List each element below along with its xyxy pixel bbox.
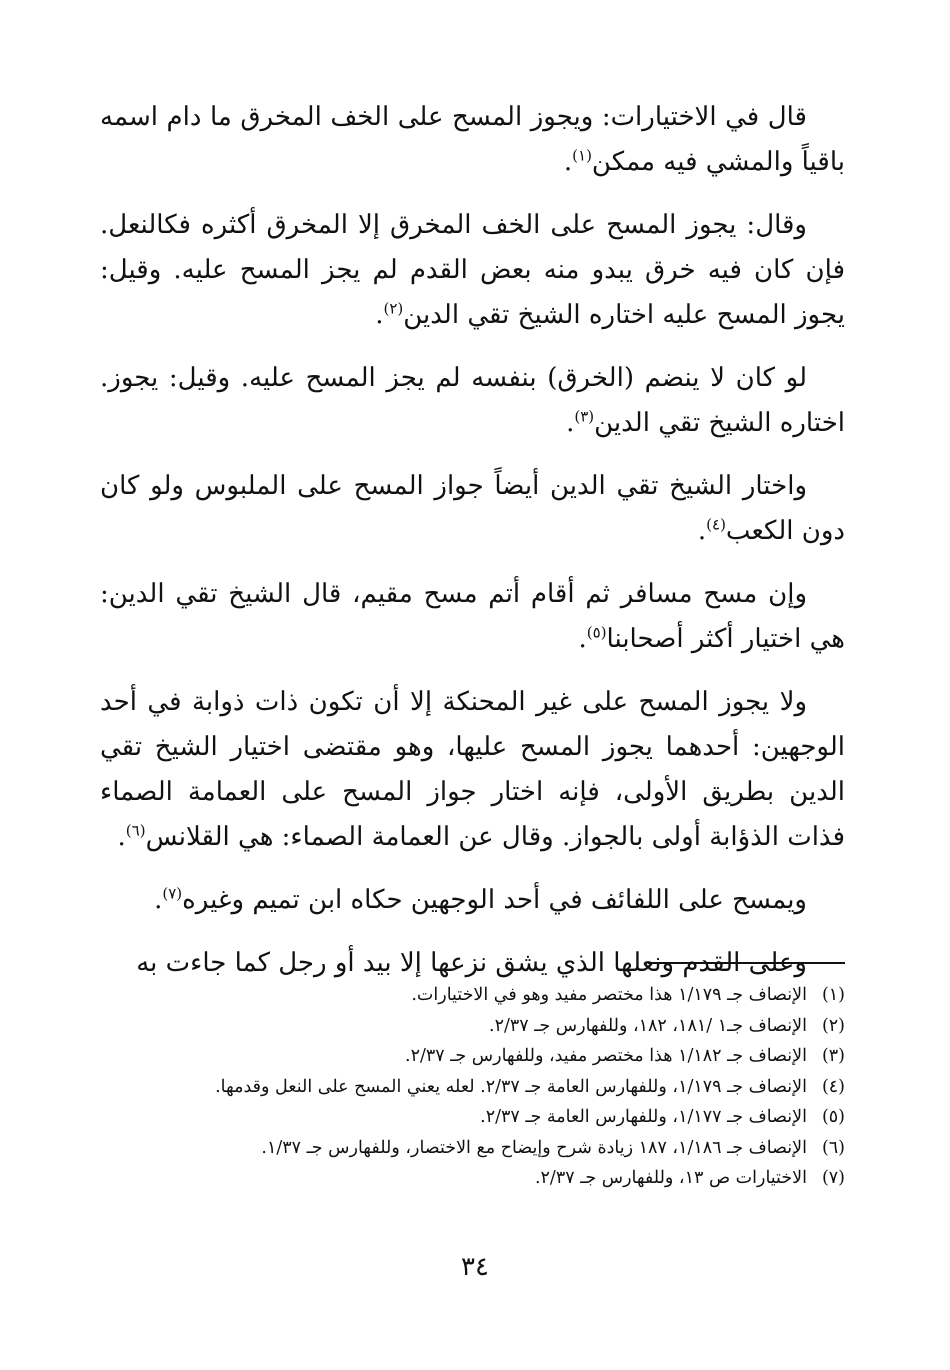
paragraph-2 bbox=[100, 203, 845, 338]
paragraph-7 bbox=[100, 878, 845, 923]
footnote-text: الإنصاف جـ ١/١٧٩، وللفهارس العامة جـ ٢/٣٧. لعله يعني المسح على النعل وقدمها. bbox=[215, 1076, 807, 1097]
footnote-ref[interactable]: (١) bbox=[572, 146, 592, 165]
footnote-6 bbox=[100, 1133, 845, 1164]
footnote-5 bbox=[100, 1102, 845, 1133]
paragraph-end: . bbox=[154, 885, 163, 915]
paragraph-text: وقال: يجوز المسح على الخف المخرق إلا المخرق أكثره فكالنعل. فإن كان فيه خرق يبدو منه بعض القدم لم يجز المسح عليه. وقيل: يجوز المسح عليه اختاره الشيخ تقي الدين bbox=[100, 210, 845, 330]
footnote-number: (٢) bbox=[821, 1015, 845, 1036]
footnote-1 bbox=[100, 980, 845, 1011]
footnote-4 bbox=[100, 1072, 845, 1103]
footnote-3 bbox=[100, 1041, 845, 1072]
footnote-ref[interactable]: (٧) bbox=[162, 884, 183, 903]
paragraph-4 bbox=[100, 464, 845, 554]
paragraph-1 bbox=[100, 95, 845, 185]
paragraph-text: وعلى القدم ونعلها الذي يشق نزعها إلا بيد أو رجل كما جاءت به bbox=[136, 948, 807, 978]
footnotes bbox=[100, 980, 845, 1194]
page-number: ٣٤ bbox=[461, 1252, 489, 1282]
footnote-text: الإنصاف جـ ١/١٧٧، وللفهارس العامة جـ ٢/٣٧. bbox=[480, 1107, 807, 1127]
footnote-ref[interactable]: (٢) bbox=[383, 299, 404, 318]
footnote-text: الإنصاف جـ ١/١٧٩ هذا مختصر مفيد وهو في الاختيارات. bbox=[411, 985, 807, 1005]
footnote-text: الاختيارات ص ١٣، وللفهارس جـ ٢/٣٧. bbox=[534, 1168, 807, 1188]
footnote-number: (١) bbox=[821, 985, 845, 1005]
paragraph-text: قال في الاختيارات: ويجوز المسح على الخف المخرق ما دام اسمه باقياً والمشي فيه ممكن bbox=[100, 102, 845, 177]
paragraph-end: . bbox=[375, 300, 384, 330]
footnote-number: (٣) bbox=[821, 1046, 845, 1066]
footnote-number: (٧) bbox=[821, 1168, 845, 1188]
paragraph-end: . bbox=[578, 624, 587, 654]
footnote-text: الإنصاف جـ ١/١٨٢ هذا مختصر مفيد، وللفهارس جـ ٢/٣٧. bbox=[405, 1046, 807, 1066]
paragraph-text: ويمسح على اللفائف في أحد الوجهين حكاه ابن تميم وغيره bbox=[182, 885, 807, 915]
paragraph-6 bbox=[100, 680, 845, 860]
footnote-number: (٤) bbox=[821, 1076, 845, 1097]
footnote-text: الإنصاف جـ١ /١٨١، ١٨٢، وللفهارس جـ ٢/٣٧. bbox=[489, 1015, 807, 1036]
footnote-text: الإنصاف جـ ١/١٨٦، ١٨٧ زيادة شرح وإيضاح مع الاختصار، وللفهارس جـ ١/٣٧. bbox=[261, 1137, 807, 1158]
footnote-number: (٦) bbox=[821, 1137, 845, 1158]
paragraph-end: . bbox=[566, 408, 575, 438]
footnote-number: (٥) bbox=[821, 1107, 845, 1127]
footnote-ref[interactable]: (٣) bbox=[574, 407, 595, 426]
paragraph-end: . bbox=[117, 822, 126, 852]
footnote-7 bbox=[100, 1163, 845, 1194]
paragraph-text: واختار الشيخ تقي الدين أيضاً جواز المسح على الملبوس ولو كان دون الكعب bbox=[100, 471, 845, 546]
paragraph-text: وإن مسح مسافر ثم أقام أتم مسح مقيم، قال الشيخ تقي الدين: هي اختيار أكثر أصحابنا bbox=[100, 579, 845, 654]
footnote-ref[interactable]: (٥) bbox=[586, 623, 607, 642]
main-text bbox=[100, 95, 845, 1004]
paragraph-5 bbox=[100, 572, 845, 662]
footnote-divider bbox=[648, 962, 845, 964]
footnote-2 bbox=[100, 1011, 845, 1042]
footnote-ref[interactable]: (٤) bbox=[706, 515, 726, 534]
paragraph-text: لو كان لا ينضم (الخرق) بنفسه لم يجز المسح عليه. وقيل: يجوز. اختاره الشيخ تقي الدين bbox=[100, 363, 845, 438]
footnote-ref[interactable]: (٦) bbox=[125, 821, 146, 840]
paragraph-3 bbox=[100, 356, 845, 446]
paragraph-end: . bbox=[563, 147, 573, 177]
paragraph-end: . bbox=[697, 516, 707, 546]
paragraph-text: ولا يجوز المسح على غير المحنكة إلا أن تكون ذات ذوابة في أحد الوجهين: أحدهما يجوز المسح عليها، وهو مقتضى اختيار الشيخ تقي الدين بطريق الأولى، فإنه اختار جواز المسح على العمامة الصماء فذات الذؤابة أولى بالجواز. وقال عن العمامة الصماء: هي القلانس bbox=[100, 687, 845, 852]
